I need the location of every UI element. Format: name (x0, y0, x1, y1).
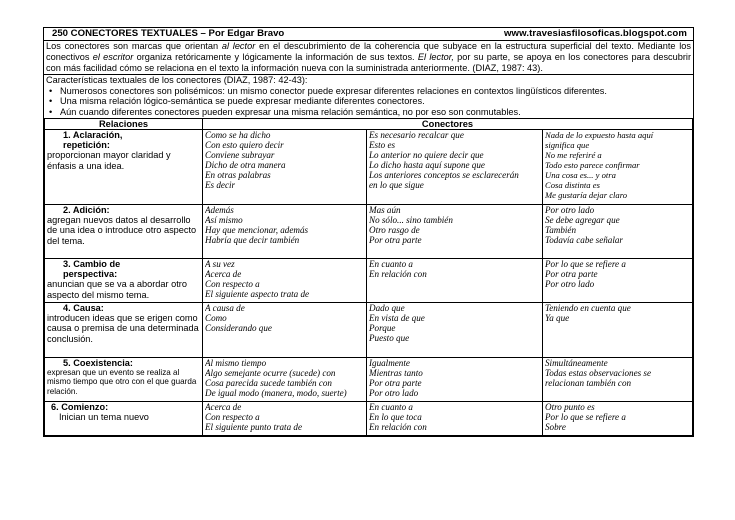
connectors-col-3 (543, 129, 693, 204)
connector-item: Cosa distinta es (545, 180, 600, 191)
connector-item: Así mismo (205, 214, 243, 225)
relation-number: 6. Comienzo: (51, 401, 109, 412)
header-relaciones: Relaciones (45, 118, 203, 129)
connectors-col-1 (203, 302, 367, 357)
intro-text-3: organiza retóricamente y lógicamente la información de sus textos. (136, 52, 415, 63)
connector-item: Por otra parte (545, 268, 598, 279)
intro-text-1: Los conectores son marcas que orientan (46, 41, 219, 51)
connector-item: Otro punto es (545, 401, 595, 412)
relation-cell (45, 357, 203, 401)
table-row (45, 302, 693, 357)
characteristics-section (44, 75, 693, 117)
relation-number: 4. Causa: (63, 302, 104, 313)
connector-item: A causa de (205, 302, 245, 313)
connector-item: Conviene subrayar (205, 149, 275, 160)
connectors-col-1 (203, 204, 367, 258)
table-row (45, 258, 693, 302)
connector-item: No sólo... sino también (369, 214, 453, 225)
intro-text-2: en el descubrimiento de la coherencia que subyace en la estructura superficial del texto. Mediante los conectivos (46, 41, 691, 63)
connector-item: Habría que decir también (205, 234, 300, 245)
connector-item: relacionan también con (545, 377, 632, 388)
connectors-col-3 (543, 258, 693, 302)
connectors-col-2 (367, 357, 543, 401)
characteristics-heading: Características textuales de los conectores (DIAZ, 1987: 42-43): (46, 75, 308, 86)
relation-number: 2. Adición: (63, 204, 110, 215)
connector-item: Al mismo tiempo (205, 357, 267, 368)
connector-item: Es decir (205, 180, 236, 191)
connector-item: Todo esto parece confirmar (545, 159, 640, 170)
connector-item: Nada de lo expuesto hasta aquí (545, 129, 654, 140)
relation-title-cont: perspectiva: (63, 269, 118, 280)
connector-item: Ya que (545, 312, 570, 323)
connectors-col-1 (203, 129, 367, 204)
connector-item: Algo semejante ocurre (sucede) con (205, 367, 336, 378)
connector-item: Lo dicho hasta aquí supone que (369, 159, 485, 170)
connector-item: Por otro lado (545, 278, 595, 289)
table-row (45, 357, 693, 401)
connector-item: Por otra parte (369, 234, 422, 245)
relation-cell (45, 258, 203, 302)
connector-item: Se debe agregar que (545, 214, 620, 225)
connectors-col-3 (543, 302, 693, 357)
document-header (44, 28, 693, 41)
connector-item: En relación con (369, 268, 427, 279)
relation-cell (45, 401, 203, 435)
relation-description: anuncian que se va a abordar otro aspecto del mismo tema. (47, 279, 187, 300)
characteristic-item: • Aún cuando diferentes conectores pueden expresar una misma relación semántica, no por eso son conmutables. (46, 107, 691, 118)
connector-item: Con respecto a (205, 278, 260, 289)
connector-item: Otro rasgo de (369, 224, 420, 235)
connector-item: En cuanto a (369, 258, 413, 269)
connector-item: Dicho de otra manera (205, 159, 286, 170)
relation-cell (45, 204, 203, 258)
characteristics-list (46, 86, 691, 118)
connector-item: Teniendo en cuenta que (545, 302, 631, 313)
relation-cell (45, 302, 203, 357)
relation-description: introducen ideas que se erigen como causa o premisa de una determinada conclusión. (47, 313, 199, 344)
connector-item: Con respecto a (205, 411, 260, 422)
connector-item: Esto es (369, 139, 396, 150)
connector-item: De igual modo (manera, modo, suerte) (205, 387, 347, 398)
connectors-col-3 (543, 204, 693, 258)
connector-item: Acerca de (205, 401, 242, 412)
connector-item: Por lo que se refiere a (545, 258, 626, 269)
connector-item: Puesto que (369, 332, 410, 343)
connectors-col-3 (543, 401, 693, 435)
document-title: 250 CONECTORES TEXTUALES – Por Edgar Bravo (52, 28, 285, 39)
connector-item: Simultáneamente (545, 357, 608, 368)
connector-item: Por otro lado (369, 387, 419, 398)
connector-item: Acerca de (205, 268, 242, 279)
intro-paragraph (44, 41, 693, 75)
table-row (45, 204, 693, 258)
connector-item: Además (205, 204, 234, 215)
connector-item: Por otra parte (369, 377, 422, 388)
connector-item: En vista de que (369, 312, 425, 323)
relation-description: proporcionan mayor claridad y énfasis a una idea. (47, 150, 171, 171)
blog-url: www.travesiasfilosoficas.blogspot.com (503, 28, 687, 39)
intro-text-4: por su parte, se apoya en los conectores para descubrir con más facilidad cómo se relaciona en el texto la información nueva con la suministrada anteriormente. (DIAZ, 1987: 43). (46, 52, 692, 74)
table-row (45, 401, 693, 435)
connectors-table (44, 118, 693, 436)
connector-item: significa que (545, 139, 590, 150)
connector-item: Una cosa es... y otra (545, 170, 616, 181)
connector-item: Todas estas observaciones se (545, 367, 652, 378)
intro-italic-1: al lector (221, 41, 256, 51)
connector-item: Mas aún (369, 204, 401, 215)
relation-title-cont: repetición: (63, 140, 110, 151)
connector-item: El siguiente aspecto trata de (205, 288, 310, 299)
relation-number: 1. Aclaración, (63, 129, 123, 140)
table-row (45, 129, 693, 204)
relation-description: expresan que un evento se realiza al mismo tiempo que otro con el que guarda relación. (47, 368, 197, 396)
connector-item: en lo que sigue (369, 180, 424, 191)
connector-item: En lo que toca (369, 411, 422, 422)
connector-item: En otras palabras (205, 170, 271, 181)
intro-italic-2: el escritor (92, 52, 134, 63)
intro-italic-3: El lector, (417, 52, 454, 63)
connectors-col-3 (543, 357, 693, 401)
connector-item: También (545, 224, 576, 235)
connector-item: A su vez (205, 258, 235, 269)
characteristic-item: • Una misma relación lógico-semántica se puede expresar mediante diferentes conectores. (46, 96, 691, 107)
connector-item: Mientras tanto (369, 367, 423, 378)
connectors-col-2 (367, 401, 543, 435)
connector-item: Es necesario recalcar que (369, 129, 464, 140)
connector-item: Hay que mencionar, además (205, 224, 309, 235)
connector-item: Me gustaría dejar claro (545, 190, 628, 201)
connector-item: Todavía cabe señalar (545, 234, 623, 245)
connector-item: Lo anterior no quiere decir que (369, 149, 484, 160)
connector-item: Con esto quiero decir (205, 139, 284, 150)
connector-item: En cuanto a (369, 401, 413, 412)
relation-description: agregan nuevos datos al desarrollo de una idea o introduce otro aspecto del tema. (47, 215, 197, 246)
header-conectores: Conectores (203, 118, 693, 129)
connector-item: Como (205, 312, 227, 323)
connectors-col-1 (203, 357, 367, 401)
connector-item: No me referiré a (545, 149, 602, 160)
relation-number: 3. Cambio de (63, 258, 121, 269)
connectors-col-1 (203, 258, 367, 302)
relation-description: Inician un tema nuevo (59, 412, 149, 423)
connector-item: Por otro lado (545, 204, 595, 215)
connector-item: Por lo que se refiere a (545, 411, 626, 422)
connectors-col-2 (367, 302, 543, 357)
connectors-col-2 (367, 129, 543, 204)
connector-item: Los anteriores conceptos se esclarecerán (369, 170, 519, 181)
document-page (43, 27, 694, 437)
relation-number: 5. Coexistencia: (63, 357, 133, 368)
connector-item: Cosa parecida sucede también con (205, 377, 332, 388)
connector-item: En relación con (369, 421, 427, 432)
connectors-col-1 (203, 401, 367, 435)
characteristic-item: • Numerosos conectores son polisémicos: un mismo conector puede expresar diferentes relaciones en contextos lingüísticos diferentes. (46, 86, 691, 97)
relation-cell (45, 129, 203, 204)
connector-item: Dado que (369, 302, 405, 313)
connectors-col-2 (367, 258, 543, 302)
connectors-col-2 (367, 204, 543, 258)
connector-item: Porque (369, 322, 396, 333)
connector-item: Como se ha dicho (205, 129, 271, 140)
connector-item: Considerando que (205, 322, 272, 333)
connector-item: Sobre (545, 421, 566, 432)
connector-item: Igualmente (369, 357, 410, 368)
connector-item: El siguiente punto trata de (205, 421, 302, 432)
